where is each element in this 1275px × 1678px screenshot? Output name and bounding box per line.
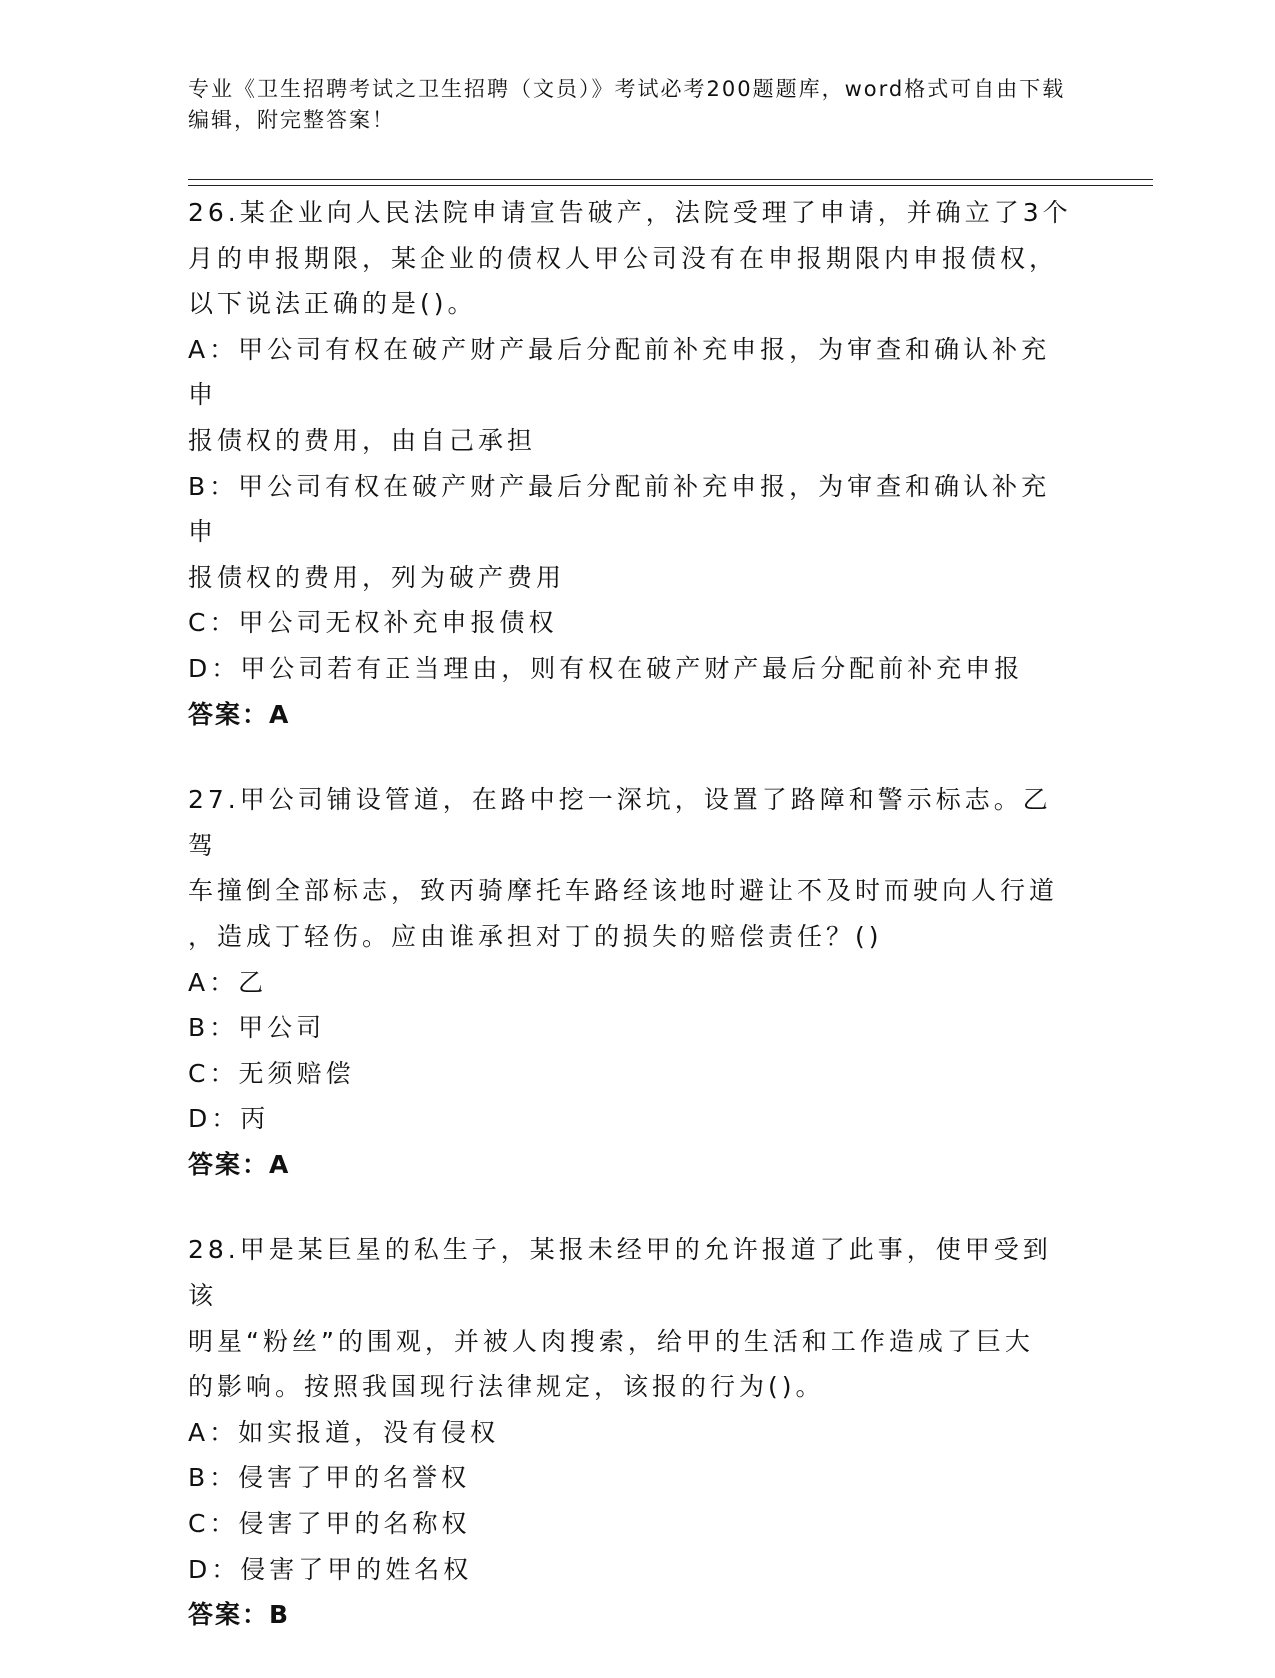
option-c: C：甲公司无权补充申报债权 <box>188 608 558 638</box>
option-c: C：无须赔偿 <box>188 1058 355 1088</box>
answer-label: 答案：B <box>188 1600 291 1630</box>
answer-label: 答案：A <box>188 1149 291 1179</box>
question-26 <box>188 190 1078 737</box>
option-line: A：甲公司有权在破产财产最后分配前补充申报，为审查和确认补充申 <box>188 334 1051 410</box>
option-a <box>188 327 1078 464</box>
option-line: 报债权的费用，由自己承担 <box>188 425 537 455</box>
option-a: A：乙 <box>188 967 268 997</box>
header-rule-top <box>188 179 1153 180</box>
document-header: 专业《卫生招聘考试之卫生招聘（文员）》考试必考200题题库，word格式可自由下载编辑，附完整答案！ <box>188 77 1066 132</box>
question-stem-line: 27.甲公司铺设管道，在路中挖一深坑，设置了路障和警示标志。乙驾 <box>188 785 1052 860</box>
option-line: B：甲公司有权在破产财产最后分配前补充申报，为审查和确认补充申 <box>188 471 1051 547</box>
question-stem-line: 以下说法正确的是()。 <box>188 289 477 319</box>
option-b: B：甲公司 <box>188 1013 326 1043</box>
option-a: A：如实报道，没有侵权 <box>188 1417 500 1447</box>
question-28 <box>188 1227 1078 1637</box>
option-b <box>188 464 1078 601</box>
question-stem-line: 28.甲是某巨星的私生子，某报未经甲的允许报道了此事，使甲受到该 <box>188 1235 1052 1311</box>
question-stem-line: 明星“粉丝”的围观，并被人肉搜索，给甲的生活和工作造成了巨大 <box>188 1326 1034 1356</box>
option-d: D：侵害了甲的姓名权 <box>188 1554 473 1584</box>
question-stem-line: ，造成丁轻伤。应由谁承担对丁的损失的赔偿责任？() <box>188 921 883 951</box>
option-d: D：甲公司若有正当理由，则有权在破产财产最后分配前补充申报 <box>188 653 1024 683</box>
question-stem-line: 月的申报期限，某企业的债权人甲公司没有在申报期限内申报债权， <box>188 243 1059 273</box>
question-stem-line: 26.某企业向人民法院申请宣告破产，法院受理了申请，并确立了3个 <box>188 198 1072 227</box>
question-stem-line: 车撞倒全部标志，致丙骑摩托车路经该地时避让不及时而驶向人行道 <box>188 876 1059 906</box>
header-rule-bottom <box>188 185 1153 186</box>
option-line: 报债权的费用，列为破产费用 <box>188 562 566 592</box>
question-27 <box>188 777 1078 1187</box>
option-c: C：侵害了甲的名称权 <box>188 1509 471 1539</box>
question-stem-line: 的影响。按照我国现行法律规定，该报的行为()。 <box>188 1372 825 1402</box>
question-list <box>188 190 1078 1678</box>
option-d: D：丙 <box>188 1104 270 1134</box>
answer-label: 答案：A <box>188 699 291 729</box>
option-b: B：侵害了甲的名誉权 <box>188 1463 471 1493</box>
